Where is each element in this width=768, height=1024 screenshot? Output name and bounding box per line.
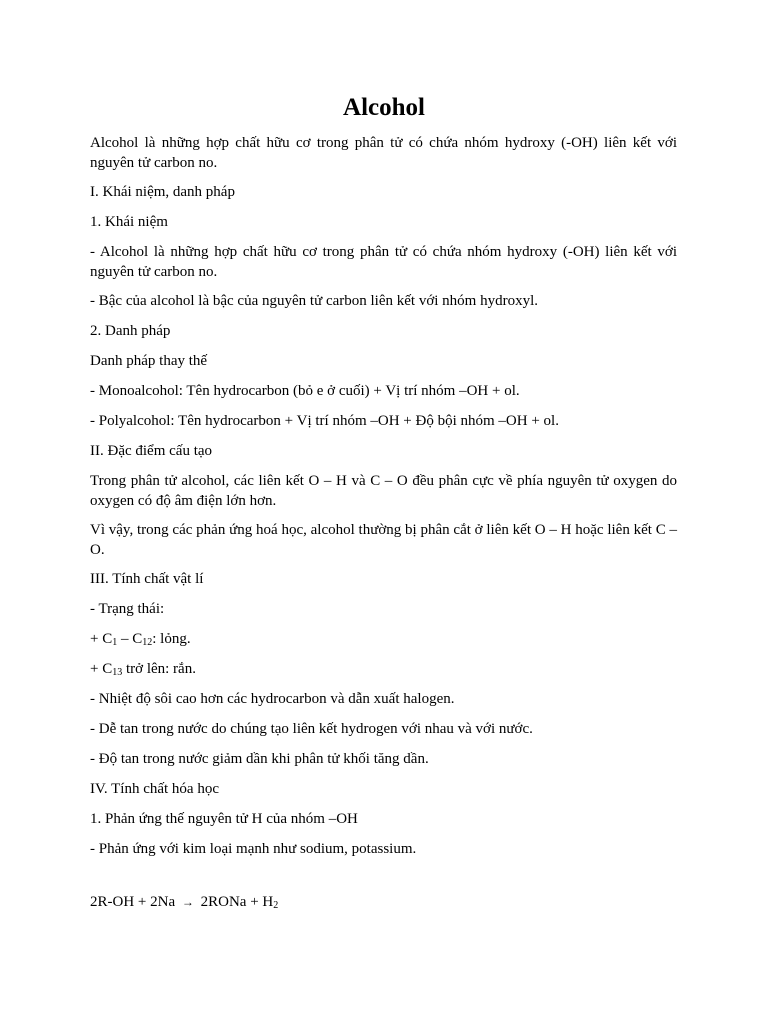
state-liquid-line: + $C_1 - C_{12}$: lỏng. [90,631,191,648]
reaction-arrow-icon: → [181,895,194,909]
boiling-point-line: - Nhiệt độ sôi cao hơn các hydrocarbon và dẫn xuất halogen. [90,691,455,707]
structure-paragraph-1: Trong phân tử alcohol, các liên kết O – H và C – O đều phân cực về phía nguyên tử oxygen do oxygen có độ âm điện lớn hơn. [90,473,677,509]
solubility-line-2: - Độ tan trong nước giảm dần khi phân tử khối tăng dần. [90,751,429,767]
equation-rhs: 2RONa + H [200,894,274,910]
section-2-heading: II. Đặc điểm cấu tạo [90,443,213,459]
section-3-heading: III. Tính chất vật lí [90,571,204,587]
solubility-line-1: - Dễ tan trong nước do chúng tạo liên kết hydrogen với nhau và với nước. [90,721,533,737]
page-title: Alcohol [343,94,425,121]
reaction-description: - Phản ứng với kim loại mạnh như sodium, potassium. [90,841,417,857]
subsection-naming-heading: 2. Danh pháp [90,323,171,339]
state-label: - Trạng thái: [90,601,165,617]
state-solid-line: + $C_{13}$ trở lên: rắn. [90,661,196,678]
polyalcohol-rule: - Polyalcohol: Tên hydrocarbon + Vị trí nhóm –OH + Độ bội nhóm –OH + ol. [90,413,559,429]
equation-lhs: 2R-OH + 2Na [90,894,176,910]
equation-rhs-subscript: 2 [273,900,279,911]
structure-paragraph-2: Vì vậy, trong các phản ứng hoá học, alcohol thường bị phân cắt ở liên kết O – H hoặc liên kết C – O. [90,522,677,558]
alcohol-degree-paragraph: - Bậc của alcohol là bậc của nguyên tử carbon liên kết với nhóm hydroxyl. [90,293,539,309]
subsection-definition-heading: 1. Khái niệm [90,214,168,230]
section-4-heading: IV. Tính chất hóa học [90,781,220,797]
intro-paragraph: Alcohol là những hợp chất hữu cơ trong phân tử có chứa nhóm hydroxy (-OH) liên kết với nguyên tử carbon no. [90,135,677,171]
substitutive-naming-heading: Danh pháp thay thế [90,353,208,369]
reaction-equation [90,892,278,912]
definition-paragraph: - Alcohol là những hợp chất hữu cơ trong phân tử có chứa nhóm hydroxy (-OH) liên kết với nguyên tử carbon no. [90,244,677,280]
document-body [90,134,677,870]
section-1-heading: I. Khái niệm, danh pháp [90,184,235,200]
substitution-reaction-heading: 1. Phản ứng thế nguyên tử H của nhóm –OH [90,811,358,827]
monoalcohol-rule: - Monoalcohol: Tên hydrocarbon (bỏ e ở cuối) + Vị trí nhóm –OH + ol. [90,383,520,399]
